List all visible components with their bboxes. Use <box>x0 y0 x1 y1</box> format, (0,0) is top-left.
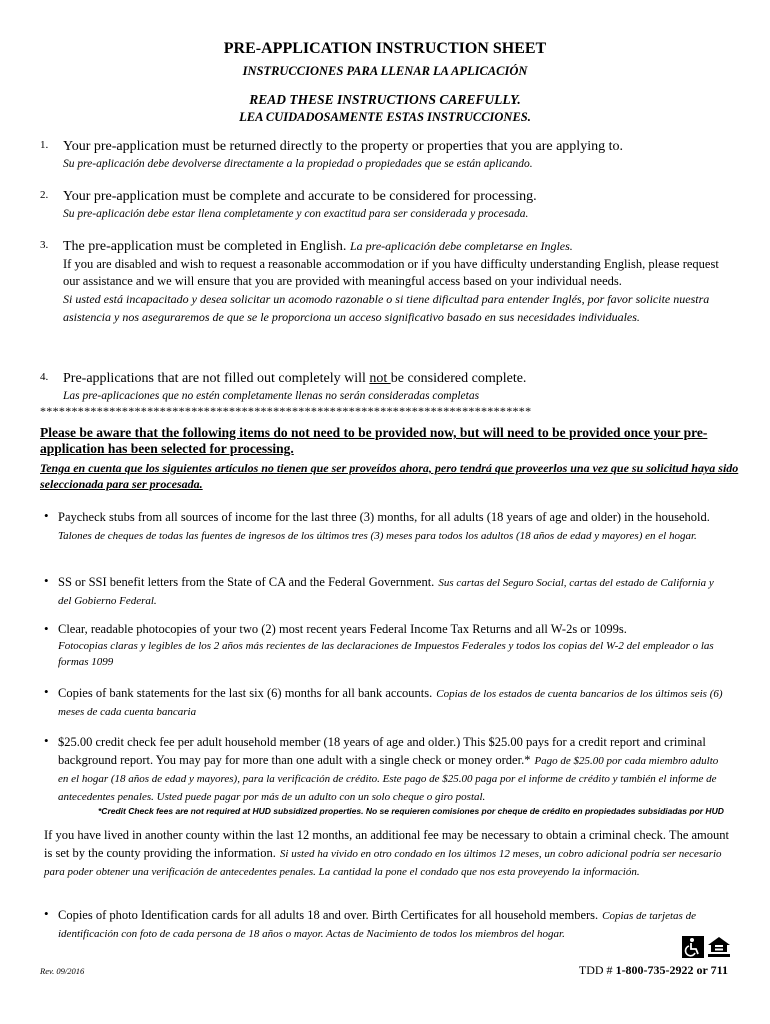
bullet-icon: • <box>44 621 49 636</box>
bullet-icon: • <box>44 573 49 588</box>
requirement-text-en: SS or SSI benefit letters from the State of CA and the Federal Government. <box>58 575 435 589</box>
lea-heading: LEA CUIDADOSAMENTE ESTAS INSTRUCCIONES. <box>239 110 531 124</box>
requirement-item <box>44 733 724 818</box>
county-text-es: Si usted ha vivido en otro condado en los últimos 12 meses, un cobro adicional podría ser necesario para poder obtener una verificación de antecedentes penales. La cantidad la pone el condado que nos esta proveyendo la información. <box>44 848 722 878</box>
wheelchair-icon <box>682 936 704 958</box>
requirement-text-en: Paycheck stubs from all sources of income for the last three (3) months, for all adults (18 years of age and older) in the household. <box>58 510 710 524</box>
hud-note: *Credit Check fees are not required at HUD subsidized properties. No se requieren comisiones por cheque de crédito en propiedades subsidiadas por HUD <box>98 806 724 816</box>
item-text-en <box>63 370 730 388</box>
item-text-en-main: The pre-application must be completed in English. <box>63 239 347 254</box>
requirement-item <box>44 508 724 544</box>
requirement-text-en: Clear, readable photocopies of your two (2) most recent years Federal Income Tax Returns and all W-2s or 1099s. <box>58 622 627 636</box>
county-text-en: If you have lived in another county within the last 12 months, an additional fee may be necessary to obtain a criminal check. The amount is set by the county providing the information. <box>44 828 729 860</box>
item-number: 1. <box>40 139 49 151</box>
item-number: 4. <box>40 371 49 383</box>
bullet-icon: • <box>44 508 49 523</box>
separator-stars: ****************************************************************************** <box>40 404 532 418</box>
item-text-es-inline: La pre-aplicación debe completarse en Ingles. <box>349 239 573 253</box>
instruction-item-4 <box>40 370 730 405</box>
requirement-item <box>44 621 724 670</box>
instruction-item-1 <box>40 138 730 173</box>
county-fee-note <box>44 826 734 880</box>
item-text-es: Su pre-aplicación debe devolverse directamente a la propiedad o propiedades que se están aplicando. <box>63 158 533 170</box>
requirement-item <box>44 684 724 720</box>
equal-housing-icon <box>707 936 731 958</box>
bullet-icon: • <box>44 733 49 748</box>
tdd-label: TDD # <box>578 963 616 977</box>
requirement-item <box>44 906 724 942</box>
item-text-en-post: be considered complete. <box>390 371 527 386</box>
requirement-item <box>44 573 724 609</box>
requirement-text-es: Copias de tarjetas de identificación con foto de cada persona de 18 años o mayor. Actas de Nacimiento de todos los miembros del hogar. <box>58 910 696 940</box>
item-number: 2. <box>40 189 49 201</box>
item-number: 3. <box>40 239 49 251</box>
bullet-icon: • <box>44 684 49 699</box>
notice-text-en: Please be aware that the following items do not need to be provided now, but will need to be provided once your pre-application has been selected for processing. <box>40 425 708 456</box>
read-carefully-heading: READ THESE INSTRUCTIONS CAREFULLY. <box>249 92 521 107</box>
item-text-es: Las pre-aplicaciones que no estén completamente llenas no serán consideradas completas <box>63 390 480 402</box>
accommodation-text-es: Si usted está incapacitado y desea solicitar un acomodo razonable o si tiene dificultad para entender Inglés, por favor solicite nuestra asistencia y nos aseguraremos de que se le proporciona un acceso significativo basado en sus necesidades individuales. <box>63 292 710 324</box>
item-text-en-pre: Pre-applications that are not filled out completely will <box>63 371 370 386</box>
notice-text-es: Tenga en cuenta que los siguientes artículos no tienen que ser proveídos ahora, pero tendrá que proveerlos una vez que su solicitud haya sido seleccionada para ser procesada. <box>40 461 739 491</box>
requirement-text-es: Pago de $25.00 por cada miembro adulto en el hogar (18 años de edad y mayores), para la verificación de crédito. Este pago de $25.00 paga por el informe de crédito y también el informe de antecedentes penales. Usted puede pagar por más de un adulto con un solo cheque o giro postal. <box>58 755 719 803</box>
item-text-es: Su pre-aplicación debe estar llena completamente y con exactitud para ser considerada y procesada. <box>63 208 529 220</box>
requirement-text-en: Copies of bank statements for the last six (6) months for all bank accounts. <box>58 686 433 700</box>
item-text-en: Your pre-application must be returned directly to the property or properties that you are applying to. <box>63 139 623 154</box>
page-title: PRE-APPLICATION INSTRUCTION SHEET <box>223 40 547 57</box>
requirement-text-en: $25.00 credit check fee per adult household member (18 years of age and older.) This $25.00 pays for a credit report and criminal background report. You may pay for more than one adult with a single check or money order.* <box>58 735 706 767</box>
tdd-phone: 1-800-735-2922 or 711 <box>615 963 728 977</box>
revision-date: Rev. 09/2016 <box>40 966 85 976</box>
instruction-item-3 <box>40 238 730 326</box>
page-subtitle: INSTRUCCIONES PARA LLENAR LA APLICACIÓN <box>242 64 528 78</box>
bullet-icon: • <box>44 906 49 921</box>
requirement-text-es: Sus cartas del Seguro Social, cartas del estado de California y del Gobierno Federal. <box>58 577 714 607</box>
instruction-item-2 <box>40 188 730 223</box>
requirement-text-en: Copies of photo Identification cards for all adults 18 and over. Birth Certificates for all household members. <box>58 908 599 922</box>
item-text-en-not: not <box>369 371 391 386</box>
requirement-text-es: Talones de cheques de todas las fuentes de ingresos de los últimos tres (3) meses para todos los adultos (18 años de edad y mayores) en el hogar. <box>58 530 697 542</box>
requirement-text-es: Copias de los estados de cuenta bancarios de los últimos seis (6) meses de cada cuenta bancaria <box>58 688 723 718</box>
item-text-en: Your pre-application must be complete and accurate to be considered for processing. <box>63 189 537 204</box>
requirement-text-es: Fotocopias claras y legibles de los 2 años más recientes de las declaraciones de Impuestos Federales y todos los copias del W-2 del empleador o las formas 1099 <box>58 640 714 668</box>
tdd-number <box>579 963 728 978</box>
accommodation-text-en: If you are disabled and wish to request a reasonable accommodation or if you have difficulty understanding English, please request our assistance and we will ensure that you are provided with meaningful access based on your individual needs. <box>63 257 719 288</box>
item-text-en <box>63 238 730 256</box>
footer-icons <box>682 936 732 958</box>
